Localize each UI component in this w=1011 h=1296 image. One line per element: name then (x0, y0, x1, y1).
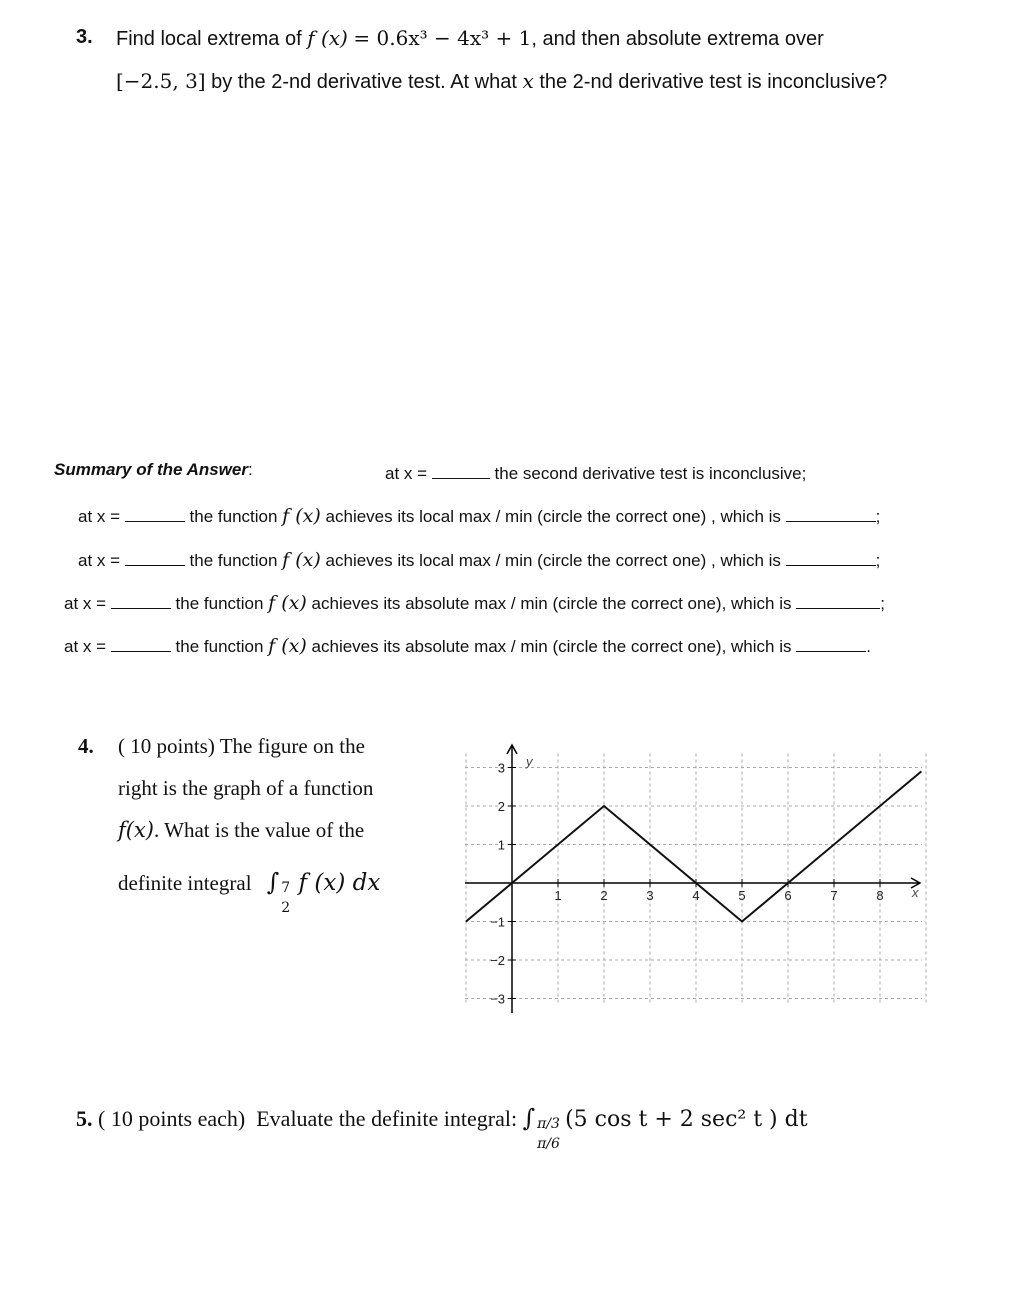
row-end: . (866, 637, 871, 656)
q4-line-3-text: . What is the value of the (154, 818, 365, 842)
q4-fx: f(x) (118, 818, 155, 842)
value-answer-blank[interactable] (796, 633, 866, 652)
row-fx: f (x) (282, 505, 321, 527)
summary-row (78, 503, 880, 527)
row-post-text: achieves its absolute max / min (circle the correct one), which is (311, 637, 792, 656)
question-3-number: 3. (76, 26, 93, 48)
row-pre-text: the function (189, 507, 278, 526)
value-answer-blank[interactable] (796, 590, 880, 609)
summary-row (78, 547, 880, 571)
question-5-line (76, 1104, 808, 1152)
summary-row (64, 633, 871, 657)
row-pre-text: the function (189, 551, 278, 570)
row-at-label: at x = (78, 551, 121, 570)
q5-prompt: Evaluate the definite integral: (256, 1106, 518, 1131)
q3-line2-end: the 2-nd derivative test is inconclusive? (539, 71, 888, 93)
row-post-text: achieves its local max / min (circle the correct one) , which is (325, 507, 781, 526)
row-fx: f (x) (268, 592, 307, 614)
summary-title: Summary of the Answer (54, 460, 248, 479)
summary-row (64, 590, 885, 614)
row-at-label: at x = (64, 594, 107, 613)
x-tick-label: 8 (876, 888, 884, 903)
row-post-text: achieves its absolute max / min (circle the correct one), which is (311, 594, 792, 613)
inconclusive-x-blank[interactable] (432, 460, 490, 479)
q3-equation: = 0.6x³ − 4x³ + 1 (353, 26, 532, 50)
integral-sign-icon: ∫ (266, 868, 280, 896)
q3-text-post: , and then absolute extrema over (531, 28, 824, 50)
row-pre-text: the function (175, 637, 264, 656)
value-answer-blank[interactable] (786, 547, 876, 566)
integral-lower-limit: 2 (281, 900, 291, 916)
summary-inconclusive-text: the second derivative test is inconclusive; (494, 464, 807, 483)
row-at-label: at x = (78, 507, 121, 526)
row-end: ; (875, 507, 881, 526)
q3-x: x (522, 69, 534, 93)
row-fx: f (x) (282, 549, 321, 571)
q5-points: ( 10 points each) (98, 1106, 246, 1131)
x-tick-label: 1 (554, 888, 562, 903)
x-answer-blank[interactable] (125, 503, 185, 522)
x-tick-label: 6 (784, 888, 792, 903)
y-tick-label: −3 (490, 991, 505, 1007)
q4-integrand: f (x) dx (298, 870, 381, 896)
q4-line-2: right is the graph of a function (118, 776, 374, 800)
y-tick-label: 3 (497, 760, 505, 776)
x-tick-label: 7 (830, 888, 838, 903)
q3-interval: [−2.5, 3] (116, 69, 206, 93)
q3-line2-text: by the 2-nd derivative test. At what (211, 71, 517, 93)
question-5-number: 5. (76, 1106, 93, 1131)
row-at-label: at x = (64, 637, 107, 656)
x-tick-label: 4 (692, 888, 700, 903)
y-axis-label: y (526, 754, 533, 769)
q5-integrand: (5 cos t + 2 sec² t ) dt (565, 1107, 808, 1132)
value-answer-blank[interactable] (786, 503, 876, 522)
q4-line-1: ( 10 points) The figure on the (118, 734, 365, 758)
summary-at-x: at x = (385, 464, 428, 483)
summary-inconclusive-line (385, 460, 806, 484)
q3-fx: f (x) (307, 26, 348, 50)
question-4-number: 4. (78, 734, 94, 758)
x-answer-blank[interactable] (111, 590, 171, 609)
function-graph (450, 735, 930, 1025)
y-tick-label: 1 (497, 837, 505, 853)
q4-integral-label: definite integral (118, 871, 252, 895)
integral-sign-icon: ∫ (522, 1104, 536, 1132)
row-end: ; (875, 551, 881, 570)
x-tick-label: 2 (600, 888, 608, 903)
y-tick-label: 2 (497, 799, 505, 814)
q3-text-pre: Find local extrema of (116, 28, 302, 50)
row-pre-text: the function (175, 594, 264, 613)
x-tick-label: 3 (646, 888, 654, 903)
row-fx: f (x) (268, 635, 307, 657)
q4-line-4 (118, 868, 381, 916)
y-tick-label: −1 (490, 914, 505, 930)
q5-lower-limit: π/6 (537, 1136, 560, 1152)
integral-upper-limit: 7 (281, 880, 291, 896)
q4-line-3 (118, 818, 364, 843)
summary-colon: : (247, 460, 253, 479)
row-end: ; (880, 594, 885, 613)
x-tick-label: 5 (738, 888, 746, 903)
x-answer-blank[interactable] (111, 633, 171, 652)
q5-upper-limit: π/3 (537, 1116, 560, 1132)
summary-heading (54, 460, 253, 480)
y-tick-label: −2 (490, 953, 505, 968)
question-3-line-1 (116, 26, 824, 51)
x-answer-blank[interactable] (125, 547, 185, 566)
x-axis-label: x (912, 885, 919, 900)
row-post-text: achieves its local max / min (circle the correct one) , which is (325, 551, 781, 570)
question-3-line-2 (116, 69, 887, 94)
